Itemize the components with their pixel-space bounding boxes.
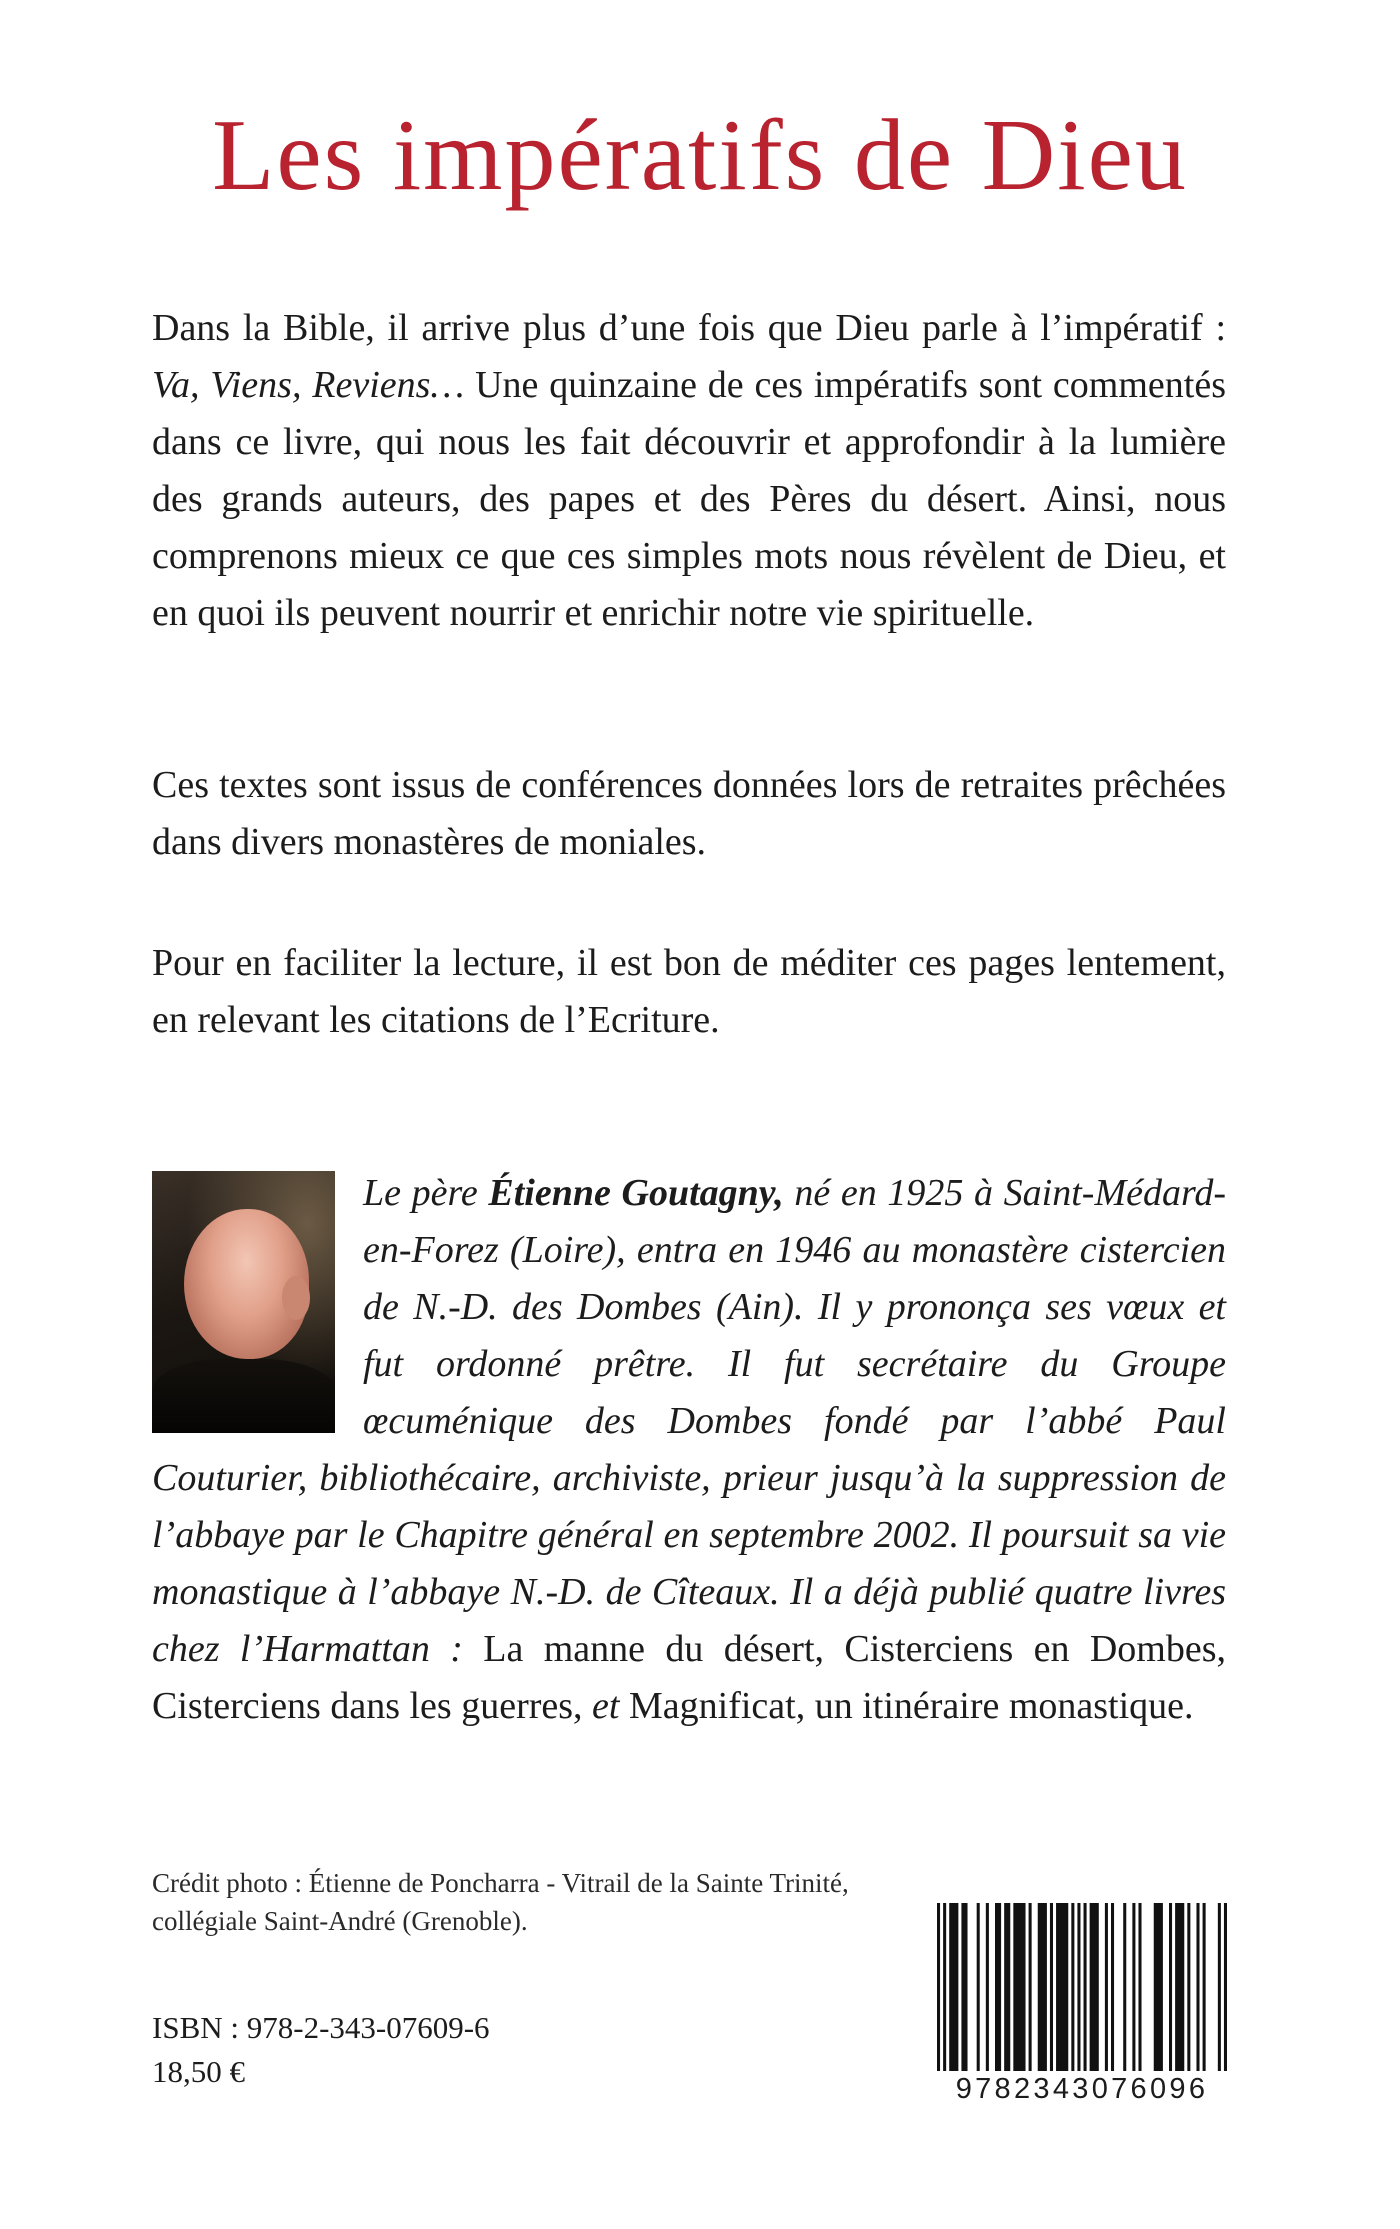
- barcode-bar: [1132, 1903, 1135, 2078]
- intro-text-b: Une quinzaine de ces impératifs sont commentés dans ce livre, qui nous les fait découvrir et approfondir à la lumière des grands auteurs, des papes et des Pères du désert. Ainsi, nous comprenons mieux ce que ces simples mots nous révèlent de Dieu, et en quoi ils peuvent nourrir et enrichir notre vie spirituelle.: [152, 364, 1226, 634]
- barcode-bar: [1004, 1903, 1010, 2078]
- barcode-bar: [1111, 1903, 1114, 2078]
- book-title-2: Cisterciens en Dombes: [844, 1628, 1217, 1670]
- barcode-bar: [1077, 1903, 1080, 2078]
- barcode-bar: [1218, 1903, 1221, 2078]
- photo-credit: Crédit photo : Étienne de Poncharra - Vitrail de la Sainte Trinité, collégiale Saint-André (Grenoble).: [152, 1868, 849, 1936]
- barcode-digits: 9782343076096: [937, 2071, 1227, 2107]
- book-title: Les impératifs de Dieu: [212, 99, 1188, 212]
- barcode-bar: [1175, 1903, 1184, 2078]
- intro-paragraph-1: [152, 300, 1226, 642]
- bio-separator-2: ,: [1216, 1628, 1226, 1670]
- barcode-bar: [1013, 1903, 1025, 2078]
- barcode-bar: [1056, 1903, 1068, 2078]
- barcode: [937, 1903, 1227, 2115]
- bio-separator-1: ,: [814, 1628, 845, 1670]
- barcode-bar: [977, 1903, 980, 2078]
- barcode-bar: [1050, 1903, 1053, 2078]
- book-title-1: La manne du désert: [483, 1628, 815, 1670]
- barcode-bar: [986, 1903, 989, 2078]
- barcode-bar: [1038, 1903, 1047, 2078]
- barcode-bar: [943, 1903, 946, 2078]
- price: 18,50 €: [152, 2054, 245, 2089]
- barcode-bar: [961, 1903, 967, 2078]
- book-title-4: Magnificat, un itinéraire monastique: [628, 1685, 1185, 1727]
- barcode-bar: [995, 1903, 1001, 2078]
- barcode-bar: [1196, 1903, 1199, 2078]
- intro-paragraph-3: Pour en faciliter la lecture, il est bon de méditer ces pages lentement, en relevant les citations de l’Ecriture.: [152, 942, 1226, 1041]
- book-title-3: Cisterciens dans les guerres: [152, 1685, 574, 1727]
- barcode-bar: [949, 1903, 958, 2078]
- barcode-bar: [1123, 1903, 1126, 2078]
- barcode-bar: [1029, 1903, 1032, 2078]
- barcode-bar: [1169, 1903, 1172, 2078]
- isbn: ISBN : 978-2-343-07609-6: [152, 2010, 490, 2045]
- bio-lead: Le père: [363, 1172, 489, 1214]
- bio-separator-4: [619, 1685, 629, 1727]
- barcode-bar: [1071, 1903, 1074, 2078]
- barcode-bar: [937, 1903, 940, 2078]
- barcode-bar: [1203, 1903, 1206, 2078]
- barcode-bar: [1105, 1903, 1108, 2078]
- barcode-bar: [1154, 1903, 1163, 2078]
- bio-end: .: [1184, 1685, 1194, 1727]
- bio-separator-3: ,: [573, 1685, 593, 1727]
- author-name: Étienne Goutagny,: [488, 1172, 784, 1214]
- intro-imperatives: Va, Viens, Reviens…: [152, 364, 465, 406]
- barcode-bar: [1084, 1903, 1087, 2078]
- barcode-bar: [1090, 1903, 1099, 2078]
- bio-et: et: [592, 1685, 620, 1727]
- author-bio: [152, 1165, 1226, 1735]
- barcode-bar: [1187, 1903, 1190, 2078]
- bio-text: né en 1925 à Saint-Médard-en-Forez (Loire), entra en 1946 au monastère cistercien de N.-D. des Dombes (Ain). Il y prononça ses vœux et fut ordonné prêtre. Il fut secrétaire du Groupe œcuménique des Dombes fondé par l’abbé Paul Couturier, bibliothécaire, archiviste, prieur jusqu’à la suppression de l’abbaye par le Chapitre général en septembre 2002. Il poursuit sa vie monastique à l’abbaye N.-D. de Cîteaux. Il a déjà publié quatre livres chez l’Harmattan :: [152, 1172, 1226, 1670]
- barcode-bar: [1138, 1903, 1141, 2078]
- intro-text-a: Dans la Bible, il arrive plus d’une fois que Dieu parle à l’impératif :: [152, 307, 1226, 349]
- barcode-bar: [1224, 1903, 1227, 2078]
- intro-paragraph-2: Ces textes sont issus de conférences données lors de retraites prêchées dans divers monastères de moniales.: [152, 764, 1226, 863]
- author-photo: [152, 1171, 335, 1433]
